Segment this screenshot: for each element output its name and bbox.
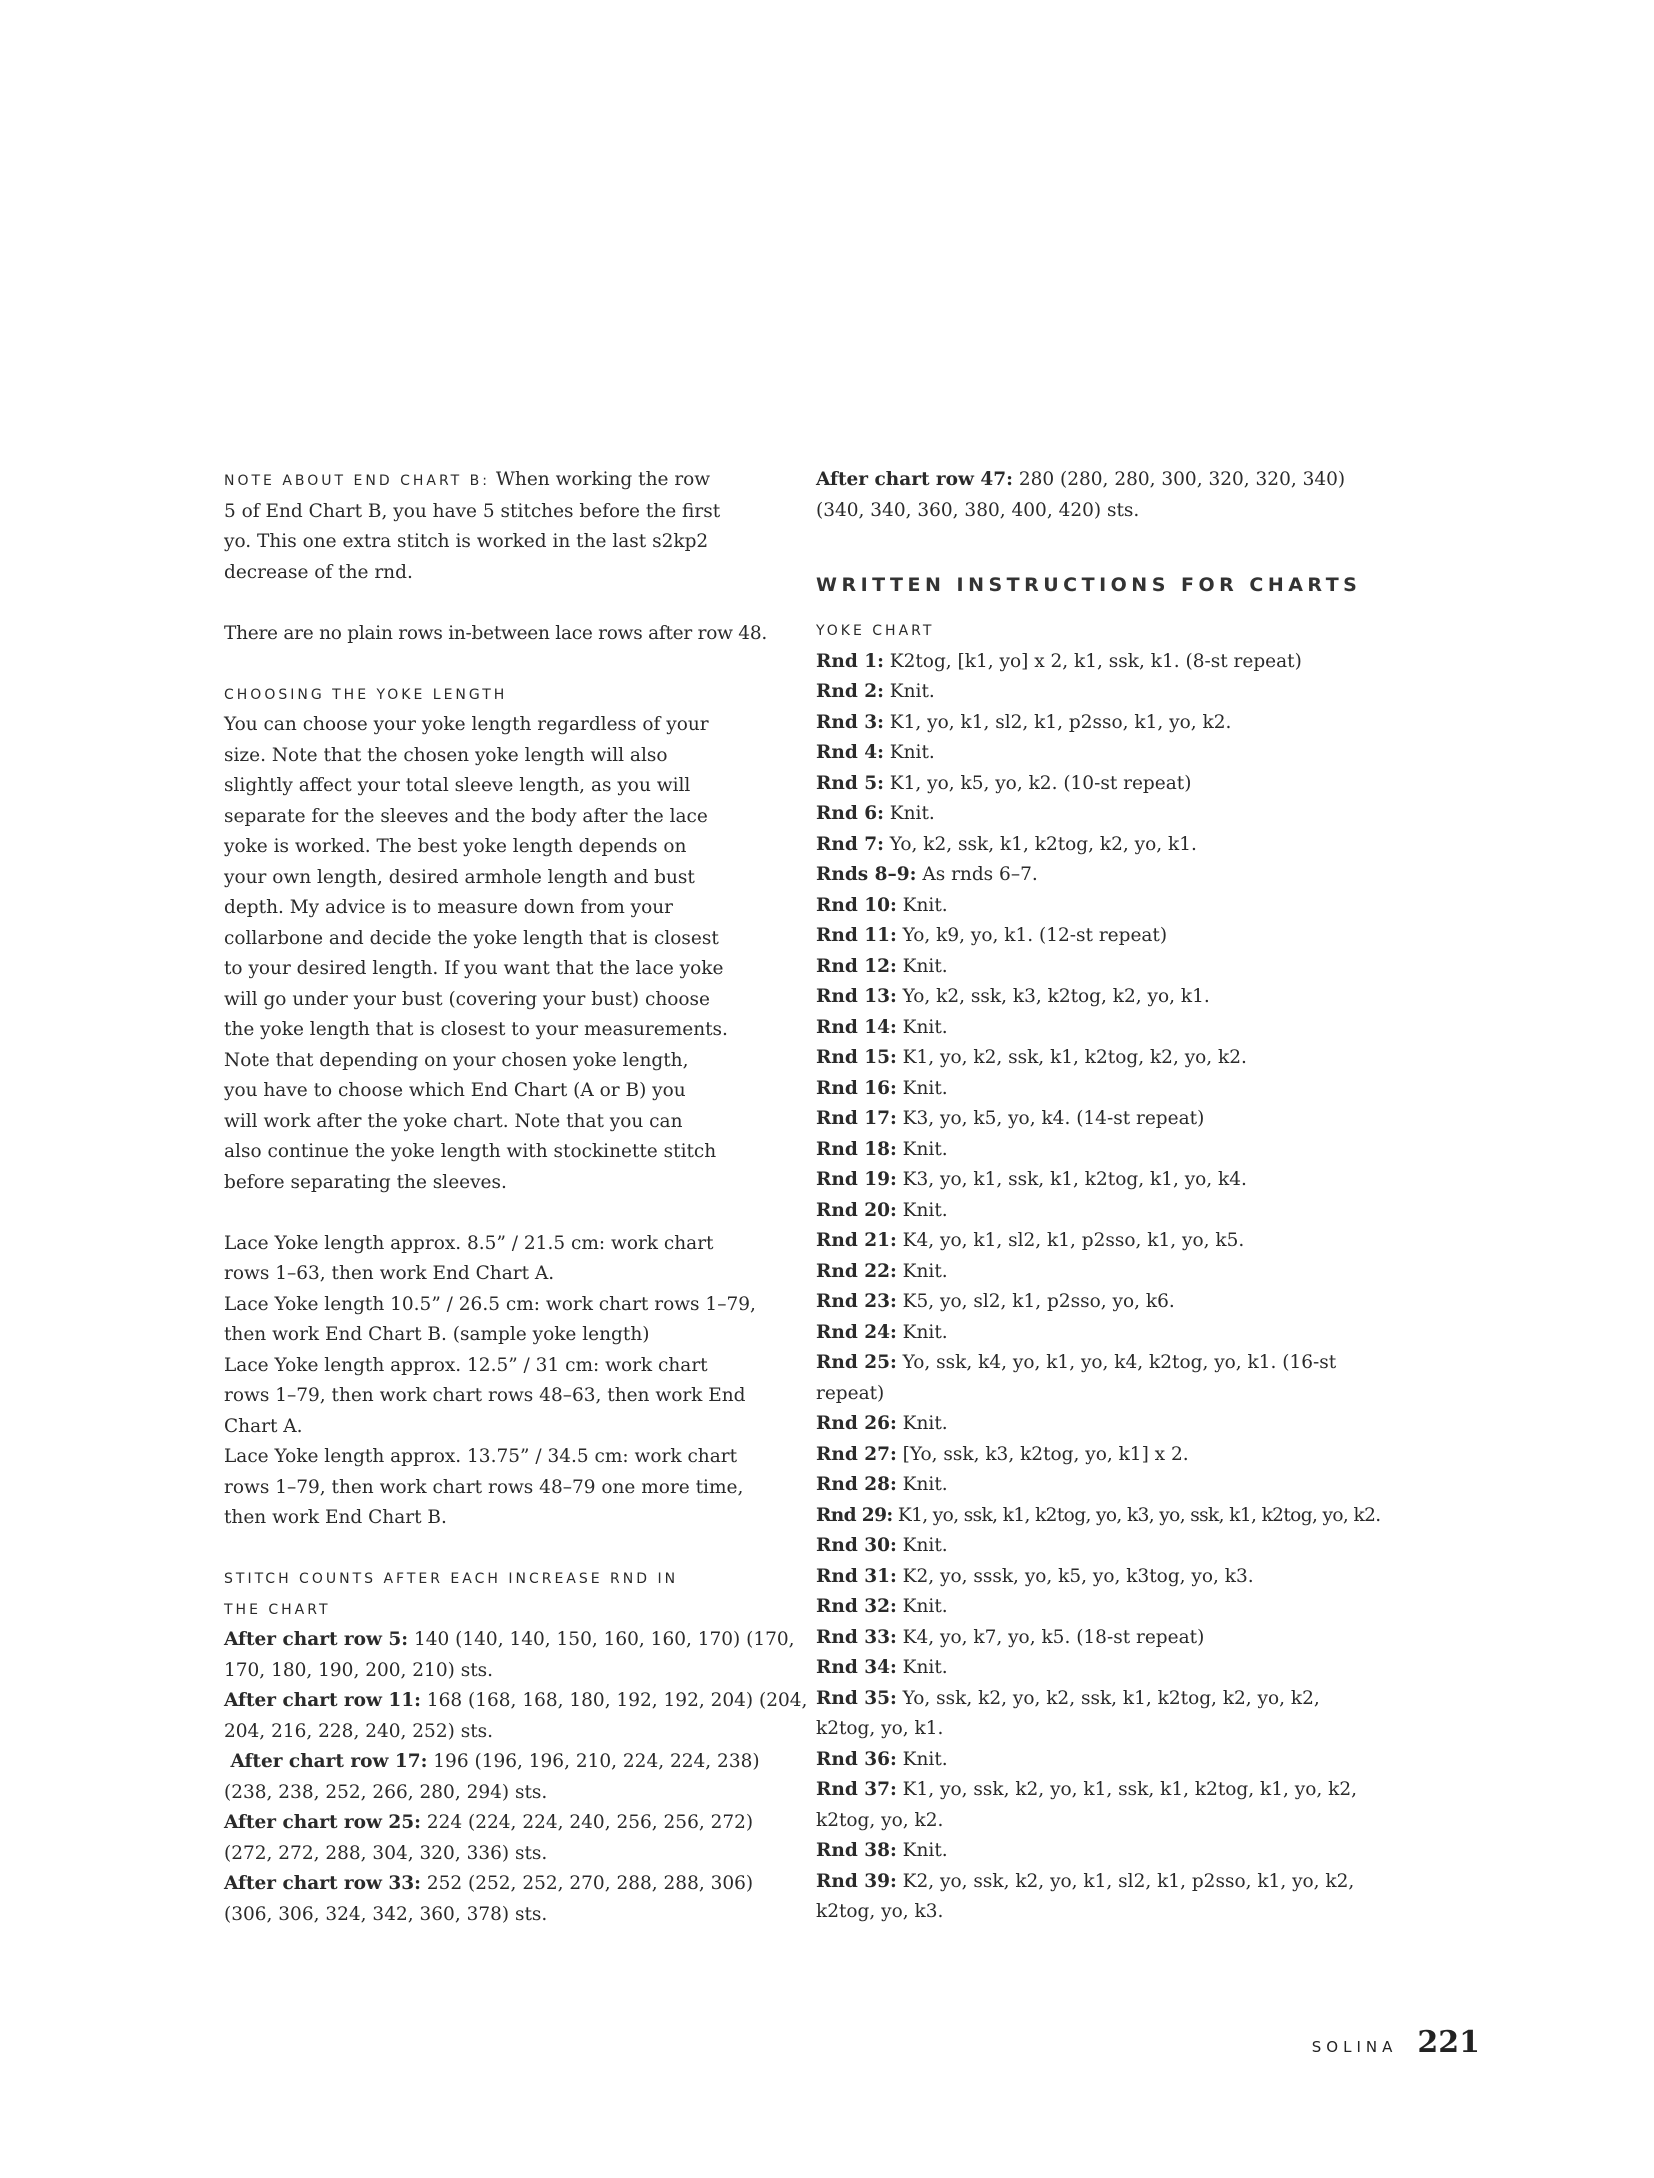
round-label: Rnd 32: [816, 1596, 897, 1617]
round-instruction [816, 1501, 1381, 1532]
round-text: Knit. [896, 1138, 948, 1160]
round-label: Rnd 22: [816, 1260, 897, 1282]
written-instructions-heading: WRITTEN INSTRUCTIONS FOR CHARTS [816, 574, 1362, 596]
round-instruction [816, 1226, 1381, 1257]
round-instruction [816, 921, 1381, 952]
round-continuation: k2tog, yo, k3. [816, 1901, 944, 1922]
round-text: Knit. [896, 894, 948, 916]
footer-pattern-name: SOLINA [1311, 2038, 1398, 2056]
round-instruction [816, 647, 1381, 678]
round-instruction [816, 1287, 1381, 1318]
round-text: K3, yo, k5, yo, k4. (14-st repeat) [896, 1108, 1205, 1129]
round-continuation: k2tog, yo, k2. [816, 1809, 944, 1831]
round-label: Rnds 8–9: [816, 864, 917, 885]
note-end-chart-b: NOTE ABOUT END CHART B: When working the row 5 of End Chart B, you have 5 stitches before the first yo. This one extra stitch is worked in the last s2kp2 decrease of the rnd. [224, 469, 721, 583]
round-text: Knit. [896, 1657, 948, 1678]
round-label: Rnd 31: [816, 1565, 897, 1587]
stitch-counts-heading: STITCH COUNTS AFTER EACH INCREASE RND IN THE CHART [224, 1571, 679, 1618]
round-label: Rnd 39: [816, 1870, 897, 1892]
round-label: Rnd 30: [816, 1535, 897, 1556]
round-continuation: repeat) [816, 1382, 885, 1404]
round-instruction [816, 1836, 1381, 1867]
round-label: Rnd 5: [816, 772, 884, 794]
round-label: Rnd 11: [816, 925, 897, 946]
round-text: Yo, k2, ssk, k1, k2tog, k2, yo, k1. [883, 833, 1197, 855]
round-label: Rnd 7: [816, 833, 884, 855]
right-column [816, 465, 1381, 1928]
count-row-11: After chart row 11: 168 (168, 168, 180, 192, 192, 204) (204, [224, 1690, 808, 1711]
round-text: Knit. [896, 1748, 948, 1770]
round-text: K2, yo, sssk, yo, k5, yo, k3tog, yo, k3. [896, 1565, 1254, 1587]
round-label: Rnd 35: [816, 1687, 897, 1709]
round-label: Rnd 37: [816, 1779, 897, 1800]
round-instruction [816, 1684, 1381, 1715]
round-text: Knit. [896, 1260, 948, 1282]
round-label: Rnd 16: [816, 1077, 897, 1099]
round-text: Yo, ssk, k4, yo, k1, yo, k4, k2tog, yo, k1. (16-st [896, 1352, 1337, 1373]
round-text: Knit. [896, 1840, 948, 1861]
round-text: Knit. [896, 1596, 948, 1617]
round-text: K1, yo, ssk, k1, k2tog, yo, k3, yo, ssk, k1, k2tog, yo, k2. [892, 1504, 1381, 1526]
round-label: Rnd 23: [816, 1291, 897, 1312]
round-text: K4, yo, k7, yo, k5. (18-st repeat) [896, 1626, 1205, 1648]
round-instruction [816, 1196, 1381, 1227]
round-text: Knit. [896, 1016, 948, 1038]
round-instruction [816, 1623, 1381, 1654]
round-label: Rnd 25: [816, 1352, 897, 1373]
round-instruction [816, 1013, 1381, 1044]
yoke-chart-heading: YOKE CHART [816, 623, 935, 639]
round-label: Rnd 6: [816, 803, 884, 824]
round-label: Rnd 26: [816, 1413, 897, 1434]
round-label: Rnd 27: [816, 1443, 897, 1465]
round-text: Knit. [896, 1474, 948, 1495]
round-instruction [816, 1257, 1381, 1288]
round-label: Rnd 20: [816, 1199, 897, 1221]
round-text: K2, yo, ssk, k2, yo, k1, sl2, k1, p2sso, k1, yo, k2, [896, 1870, 1355, 1892]
round-label: Rnd 3: [816, 711, 884, 733]
round-instruction [816, 1775, 1381, 1806]
round-continuation: k2tog, yo, k1. [816, 1718, 944, 1739]
round-instruction [816, 891, 1381, 922]
round-label: Rnd 24: [816, 1321, 897, 1343]
round-label: Rnd 38: [816, 1840, 897, 1861]
round-label: Rnd 13: [816, 986, 897, 1007]
round-text: Yo, k9, yo, k1. (12-st repeat) [896, 925, 1168, 946]
round-label: Rnd 15: [816, 1047, 897, 1068]
round-instruction [816, 830, 1381, 861]
round-instruction [816, 952, 1381, 983]
round-label: Rnd 14: [816, 1016, 897, 1038]
round-instruction [816, 799, 1381, 830]
left-column [224, 465, 808, 1930]
round-instruction [816, 1745, 1381, 1776]
round-label: Rnd 1: [816, 650, 884, 672]
round-text: Knit. [896, 955, 948, 977]
round-label: Rnd 10: [816, 894, 897, 916]
round-instruction [816, 1043, 1381, 1074]
round-instruction [816, 860, 1381, 891]
round-instruction [816, 769, 1381, 800]
count-row-47: After chart row 47: 280 (280, 280, 300, 320, 320, 340) (340, 340, 360, 380, 400, 420) sts. [816, 469, 1346, 521]
round-instruction [816, 708, 1381, 739]
round-label: Rnd 4: [816, 742, 884, 763]
round-text: K4, yo, k1, sl2, k1, p2sso, k1, yo, k5. [896, 1230, 1245, 1251]
round-text: As rnds 6–7. [916, 864, 1038, 885]
yoke-chart-rounds [816, 647, 1381, 1928]
round-label: Rnd 21: [816, 1230, 897, 1251]
round-text: K1, yo, k5, yo, k2. (10-st repeat) [883, 772, 1192, 794]
round-text: K3, yo, k1, ssk, k1, k2tog, k1, yo, k4. [896, 1169, 1247, 1190]
round-label: Rnd 28: [816, 1474, 897, 1495]
note-label: NOTE ABOUT END CHART B: [224, 473, 491, 489]
round-instruction [816, 1440, 1381, 1471]
round-text: Yo, ssk, k2, yo, k2, ssk, k1, k2tog, k2, yo, k2, [896, 1687, 1320, 1709]
round-label: Rnd 36: [816, 1748, 897, 1770]
round-text: K1, yo, ssk, k2, yo, k1, ssk, k1, k2tog, k1, yo, k2, [896, 1779, 1357, 1800]
count-row-5: After chart row 5: 140 (140, 140, 150, 160, 160, 170) (170, [224, 1629, 795, 1650]
round-instruction [816, 1074, 1381, 1105]
round-instruction [816, 1653, 1381, 1684]
round-instruction [816, 738, 1381, 769]
round-text: Knit. [896, 1413, 948, 1434]
count-row-25: After chart row 25: 224 (224, 224, 240, 256, 256, 272) [224, 1812, 754, 1833]
round-text: Knit. [896, 1321, 948, 1343]
page-footer [1312, 2025, 1480, 2060]
round-instruction [816, 1562, 1381, 1593]
round-label: Rnd 18: [816, 1138, 897, 1160]
round-text: K1, yo, k1, sl2, k1, p2sso, k1, yo, k2. [883, 711, 1232, 733]
page-number: 221 [1417, 2025, 1480, 2060]
round-instruction [816, 1318, 1381, 1349]
plain-rows-note: There are no plain rows in-between lace rows after row 48. [224, 622, 767, 644]
round-label: Rnd 2: [816, 681, 884, 702]
round-text: [Yo, ssk, k3, k2tog, yo, k1] x 2. [896, 1443, 1189, 1465]
yoke-length-options: Lace Yoke length approx. 8.5” / 21.5 cm: work chart rows 1–63, then work End Chart A. Lace Yoke length 10.5” / 26.5 cm: work chart rows 1–79, then work End Chart B. (sample yoke length) Lace Yoke length approx. 12.5” / 31 cm: work chart rows 1–79, then work chart rows 48–63, then work End Chart A. Lace Yoke length approx. 13.75” / 34.5 cm: work chart rows 1–79, then work chart rows 48–79 one more time, then work End Chart B. [224, 1232, 756, 1528]
round-instruction [816, 982, 1381, 1013]
count-row-17: After chart row 17: 196 (196, 196, 210, 224, 224, 238) [224, 1751, 760, 1772]
round-text: Yo, k2, ssk, k3, k2tog, k2, yo, k1. [896, 986, 1210, 1007]
count-row-33: After chart row 33: 252 (252, 252, 270, 288, 288, 306) [224, 1873, 754, 1894]
yoke-length-heading: CHOOSING THE YOKE LENGTH [224, 686, 508, 703]
round-text: Knit. [896, 1535, 948, 1556]
round-instruction [816, 1135, 1381, 1166]
stitch-counts-list: After chart row 5: 140 (140, 140, 150, 160, 160, 170) (170, 170, 180, 190, 200, 210) sts. After chart row 11: 168 (168, 168, 180, 192, 192, 204) (204, 204, 216, 228, 240, 252) sts. After chart row 17: 196 (196, 196, 210, 224, 224, 238) (238, 238, 252, 266, 280, 294) sts. After chart row 25: 224 (224, 224, 240, 256, 256, 272) (272, 272, 288, 304, 320, 336) sts. After chart row 33: 252 (252, 252, 270, 288, 288, 306) (306, 306, 324, 342, 360, 378) sts. [224, 1625, 776, 1930]
round-label: Rnd 33: [816, 1626, 897, 1648]
yoke-length-paragraph: You can choose your yoke length regardless of your size. Note that the chosen yoke length will also slightly affect your total sleeve length, as you will separate for the sleeves and the body after the lace yoke is worked. The best yoke length depends on your own length, desired armhole length and bust depth. My advice is to measure down from your collarbone and decide the yoke length that is closest to your desired length. If you want that the lace yoke will go under your bust (covering your bust) choose the yoke length that is closest to your measurements. Note that depending on your chosen yoke length, you have to choose which End Chart (A or B) you will work after the yoke chart. Note that you can also continue the yoke length with stockinette stitch before separating the sleeves. [224, 714, 728, 1193]
round-instruction [816, 1348, 1381, 1379]
round-instruction [816, 1104, 1381, 1135]
round-text: Knit. [896, 1077, 948, 1099]
round-instruction [816, 1867, 1381, 1898]
round-instruction [816, 1531, 1381, 1562]
round-instruction [816, 1165, 1381, 1196]
round-instruction [816, 1592, 1381, 1623]
round-text: Knit. [883, 803, 935, 824]
round-text: Knit. [883, 681, 935, 702]
round-text: K2tog, [k1, yo] x 2, k1, ssk, k1. (8-st repeat) [883, 650, 1302, 672]
round-label: Rnd 29: [816, 1504, 893, 1526]
round-label: Rnd 17: [816, 1108, 897, 1129]
round-text: K5, yo, sl2, k1, p2sso, yo, k6. [896, 1291, 1175, 1312]
round-instruction [816, 677, 1381, 708]
round-text: Knit. [896, 1199, 948, 1221]
round-label: Rnd 19: [816, 1169, 897, 1190]
round-instruction [816, 1470, 1381, 1501]
round-text: K1, yo, k2, ssk, k1, k2tog, k2, yo, k2. [896, 1047, 1247, 1068]
round-label: Rnd 12: [816, 955, 897, 977]
round-label: Rnd 34: [816, 1657, 897, 1678]
round-instruction [816, 1409, 1381, 1440]
round-text: Knit. [883, 742, 935, 763]
